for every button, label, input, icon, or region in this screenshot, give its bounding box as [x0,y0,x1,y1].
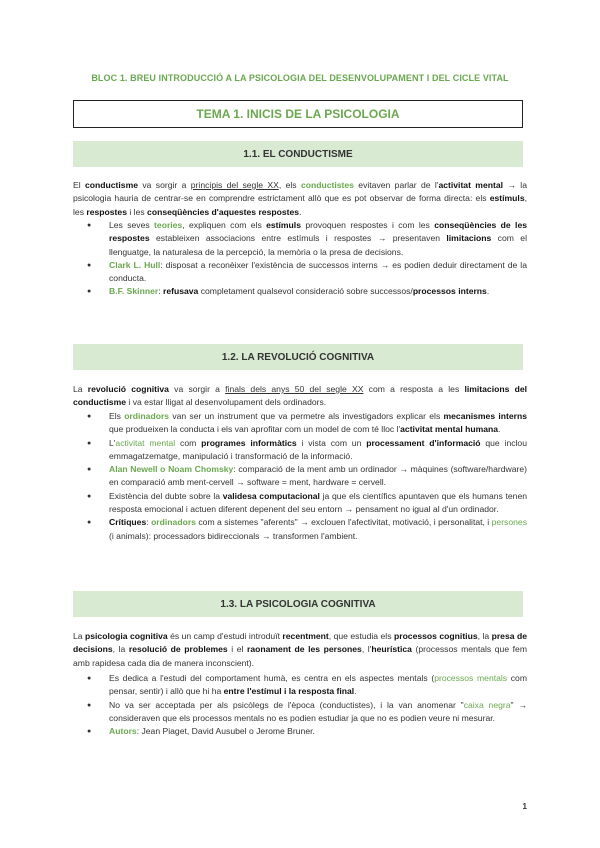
bullet-list-conductisme [73,219,527,299]
list-item: ● Crítiques: ordinadors com a sistemes "aferents" → exclouen l'afectivitat, motivació, i personalitat, i persones (i animals): processadors bidireccionals → transformen l'ambient. [73,516,527,543]
list-item: ● Les seves teories, expliquen com els estímuls provoquen respostes i com les conseqüències de les respostes estableixen associacions entre estímuls i respostes → presentaven limitacions com el llenguatge, la naturalesa de la percepció, la memòria o la presa de decisions. [73,219,527,259]
list-item: ● Existència del dubte sobre la validesa computacional ja que els científics apuntaven que els humans tenen resposta emocional i actuen diferent depenent del seu entorn → pensament no igual al d'un ordinador. [73,490,527,517]
paragraph-revolucio-intro: La revolució cognitiva va sorgir a finals dels anys 50 del segle XX com a resposta a les limitacions del conductisme i va estar lligat al desenvolupament dels ordinadors. [73,384,527,408]
page-number: 1 [522,802,527,811]
bloc-title: BLOC 1. BREU INTRODUCCIÓ A LA PSICOLOGIA DEL DESENVOLUPAMENT I DEL CICLE VITAL [91,73,509,83]
paragraph-conductisme-intro: El conductisme va sorgir a principis del segle XX, els conductistes evitaven parlar de l'activitat mental → la psicologia hauria de centrar-se en comprendre estrictament allò que es pot observar de forma directa: els estímuls, les respostes i les conseqüències d'aquestes respostes. [73,180,527,217]
list-item: ● Autors: Jean Piaget, David Ausubel o Jerome Bruner. [73,725,527,738]
list-item: ● No va ser acceptada per als psicòlegs de l'època (conductistes), i la van anomenar "caixa negra" → consideraven que els processos mentals no es podien estudiar ja que no es podien veure ni mesurar. [73,699,527,726]
section-heading-conductisme: 1.1. EL CONDUCTISME [73,141,523,167]
list-item: ● Es dedica a l'estudi del comportament humà, es centra en els aspectes mentals (processos mentals com pensar, sentir) i allò que hi ha entre l'estímul i la resposta final. [73,672,527,699]
bullet-list-psicologia-cognitiva [73,672,527,738]
list-item: ● Alan Newell o Noam Chomsky: comparació de la ment amb un ordinador → màquines (software/hardware) en comparació amb ment-cervell → software = ment, hardware = cervell. [73,463,527,490]
bullet-list-revolucio [73,410,527,543]
list-item: ● Clark L. Hull: disposat a reconèixer l'existència de successos interns → es podien deduir directament de la conducta. [73,259,527,286]
tema-title: TEMA 1. INICIS DE LA PSICOLOGIA [196,107,400,121]
tema-title-box [73,100,523,128]
list-item: ● L'activitat mental com programes informàtics i vista com un processament d'informació que inclou emmagatzematge, manipulació i transformació de la informació. [73,437,527,464]
list-item: ● B.F. Skinner: refusava completament qualsevol consideració sobre successos/processos interns. [73,285,527,298]
section-heading-psicologia-cognitiva: 1.3. LA PSICOLOGIA COGNITIVA [73,591,523,617]
section-heading-revolucio-cognitiva: 1.2. LA REVOLUCIÓ COGNITIVA [73,344,523,370]
list-item: ● Els ordinadors van ser un instrument que va permetre als investigadors explicar els mecanismes interns que produeixen la conducta i els van aprofitar com un model de com té lloc l'activitat mental humana. [73,410,527,437]
paragraph-psicologia-cognitiva-intro: La psicologia cognitiva és un camp d'estudi introduït recentment, que estudia els processos cognitius, la presa de decisions, la resolució de problemes i el raonament de les persones, l'heurística (processos mentals que fem amb rapidesa cada dia de manera inconscient). [73,631,527,668]
